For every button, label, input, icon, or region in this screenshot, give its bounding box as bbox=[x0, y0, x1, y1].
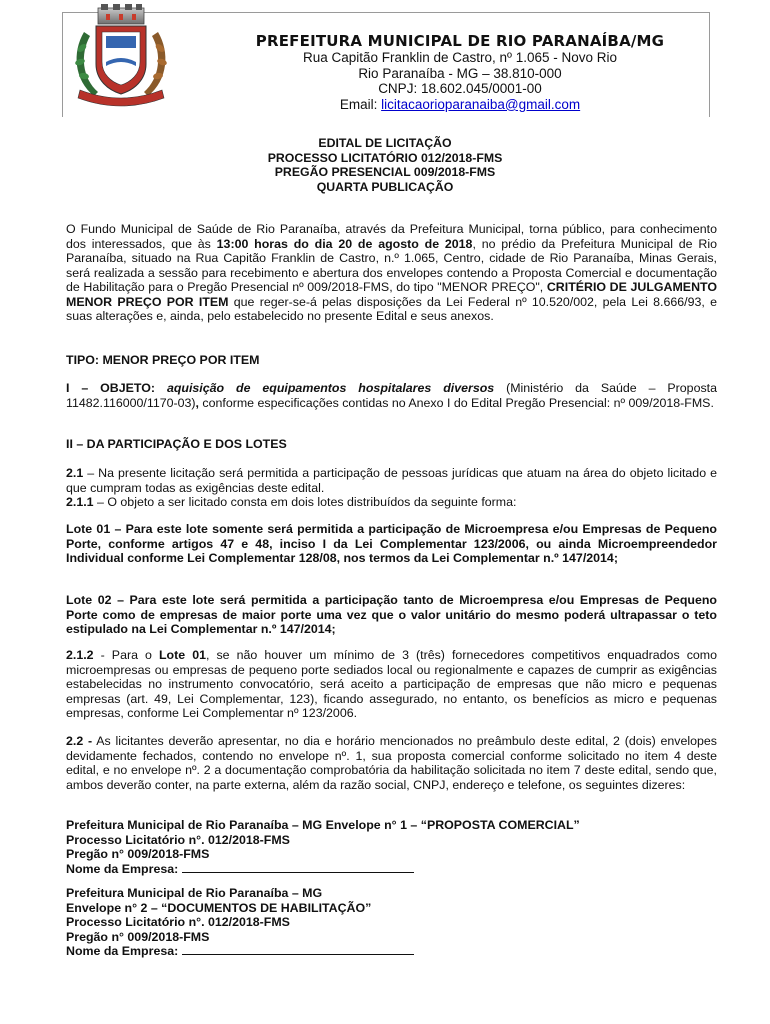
envelope-1-block bbox=[66, 818, 717, 876]
header-title: PREFEITURA MUNICIPAL DE RIO PARANAÍBA/MG bbox=[255, 32, 665, 50]
envelope-1-line-3: Pregão n° 009/2018-FMS bbox=[66, 847, 210, 861]
document-title bbox=[0, 136, 770, 194]
header-address-line-1: Rua Capitão Franklin de Castro, nº 1.065 - Novo Rio bbox=[302, 50, 618, 65]
envelope-2-line-5: Nome da Empresa: bbox=[66, 944, 717, 959]
envelope-2-line-2: Envelope n° 2 – “DOCUMENTOS DE HABILITAÇÃO” bbox=[66, 900, 372, 915]
email-link[interactable]: licitacaorioparanaiba@gmail.com bbox=[381, 96, 581, 112]
paragraph-2-2: 2.2 - As licitantes deverão apresentar, no dia e horário mencionados no preâmbulo deste edital, 2 (dois) envelopes devidamente fechados, contendo no envelope nº. 1, sua proposta comercial conforme solicitado no item 4 deste edital, e no envelope nº. 2 a documentação comprobatória da habilitação solicitada no item 7 deste edital, sendo que, ambos deverão conter, na parte externa, além da razão social, CNPJ, endereço e telefone, os seguintes dizeres: bbox=[66, 734, 717, 792]
edital-title: EDITAL DE LICITAÇÃO bbox=[318, 136, 452, 150]
lote-01-paragraph: Lote 01 – Para este lote somente será permitida a participação de Microempresa e/ou Empresas de Pequeno Porte, conforme artigos 47 e 48, inciso I da Lei Complementar 123/2006, ou ainda Microempreendedor Individual conforme Lei Complementar 128/08, nos termos da Lei Complementar n.º 147/2014; bbox=[66, 522, 717, 565]
company-name-blank-2 bbox=[182, 944, 414, 955]
envelope-2-line-3: Processo Licitatório n°. 012/2018-FMS bbox=[66, 915, 290, 929]
objeto-paragraph: I – OBJETO: aquisição de equipamentos hospitalares diversos (Ministério da Saúde – Proposta 11482.116000/1170-03), conforme especificações contidas no Anexo I do Edital Pregão Presencial: nº 009/2018-FMS. bbox=[66, 381, 717, 410]
envelope-2-block bbox=[66, 886, 717, 959]
envelope-2-line-1: Prefeitura Municipal de Rio Paranaíba – MG bbox=[66, 886, 323, 900]
email-label: Email: bbox=[339, 96, 382, 112]
header-email-line bbox=[200, 97, 720, 113]
intro-paragraph: O Fundo Municipal de Saúde de Rio Paranaíba, através da Prefeitura Municipal, torna público, para conhecimento dos interessados, que às 13:00 horas do dia 20 de agosto de 2018, no prédio da Prefeitura Municipal de Rio Paranaíba, situado na Rua Capitão Franklin de Castro, n.º 1.065, Centro, cidade de Rio Paranaíba, Minas Gerais, será realizada a sessão para recebimento e abertura dos envelopes contendo a Proposta Comercial e documentação de Habilitação para o Pregão Presencial nº 009/2018-FMS, do tipo "MENOR PREÇO", CRITÉRIO DE JULGAMENTO MENOR PREÇO POR ITEM que reger-se-á pelas disposições da Lei Federal nº 10.520/002, pela Lei 8.666/93, e suas alterações e, ainda, pelo estabelecido no presente Edital e seus anexos. bbox=[66, 222, 717, 323]
header-address-block bbox=[200, 50, 720, 112]
tipo-heading: TIPO: MENOR PREÇO POR ITEM bbox=[66, 353, 260, 367]
lote-02-paragraph: Lote 02 – Para este lote será permitida a participação tanto de Microempresa e/ou Empresas de Pequeno Porte como de empresas de maior porte uma vez que o valor unitário do mesmo poderá ultrapassar o teto estipulado na Lei Complementar n.º 147/2014; bbox=[66, 593, 717, 636]
envelope-2-line-4: Pregão n° 009/2018-FMS bbox=[66, 929, 210, 944]
company-name-blank-1 bbox=[182, 862, 414, 873]
paragraph-2-1-2: 2.1.2 - Para o Lote 01, se não houver um mínimo de 3 (três) fornecedores competitivos enquadrados como microempresas ou empresas de pequeno porte sediados local ou regionalmente e capazes de cumprir as exigências estabelecidas no instrumento convocatório, será aceito a participação de empresas que não micro e pequenas empresas (art. 49, Lei Complementar, 123), ficando assegurado, no entanto, os benefícios as micro e pequenas empresas, conforme Lei Complementar nº 123/2006. bbox=[66, 648, 717, 720]
municipal-crest-icon bbox=[70, 2, 172, 108]
pregao-title: PREGÃO PRESENCIAL 009/2018-FMS bbox=[274, 165, 496, 179]
envelope-1-line-1: Prefeitura Municipal de Rio Paranaíba – MG Envelope n° 1 – “PROPOSTA COMERCIAL” bbox=[66, 818, 580, 832]
section-2-heading: II – DA PARTICIPAÇÃO E DOS LOTES bbox=[66, 437, 287, 451]
envelope-1-line-2: Processo Licitatório n°. 012/2018-FMS bbox=[66, 832, 290, 847]
publicacao-title: QUARTA PUBLICAÇÃO bbox=[316, 179, 454, 194]
header-cnpj: CNPJ: 18.602.045/0001-00 bbox=[378, 81, 542, 97]
header-address-line-2: Rio Paranaíba - MG – 38.810-000 bbox=[358, 65, 562, 81]
paragraph-2-1-1: 2.1.1 – O objeto a ser licitado consta em dois lotes distribuídos da seguinte forma: bbox=[66, 495, 517, 509]
processo-title: PROCESSO LICITATÓRIO 012/2018-FMS bbox=[267, 150, 503, 165]
envelope-1-line-4: Nome da Empresa: bbox=[66, 862, 717, 877]
paragraph-2-1: 2.1 – Na presente licitação será permitida a participação de pessoas jurídicas que atuam na área do objeto licitado e que cumpram todas as exigências deste edital. bbox=[66, 466, 717, 495]
